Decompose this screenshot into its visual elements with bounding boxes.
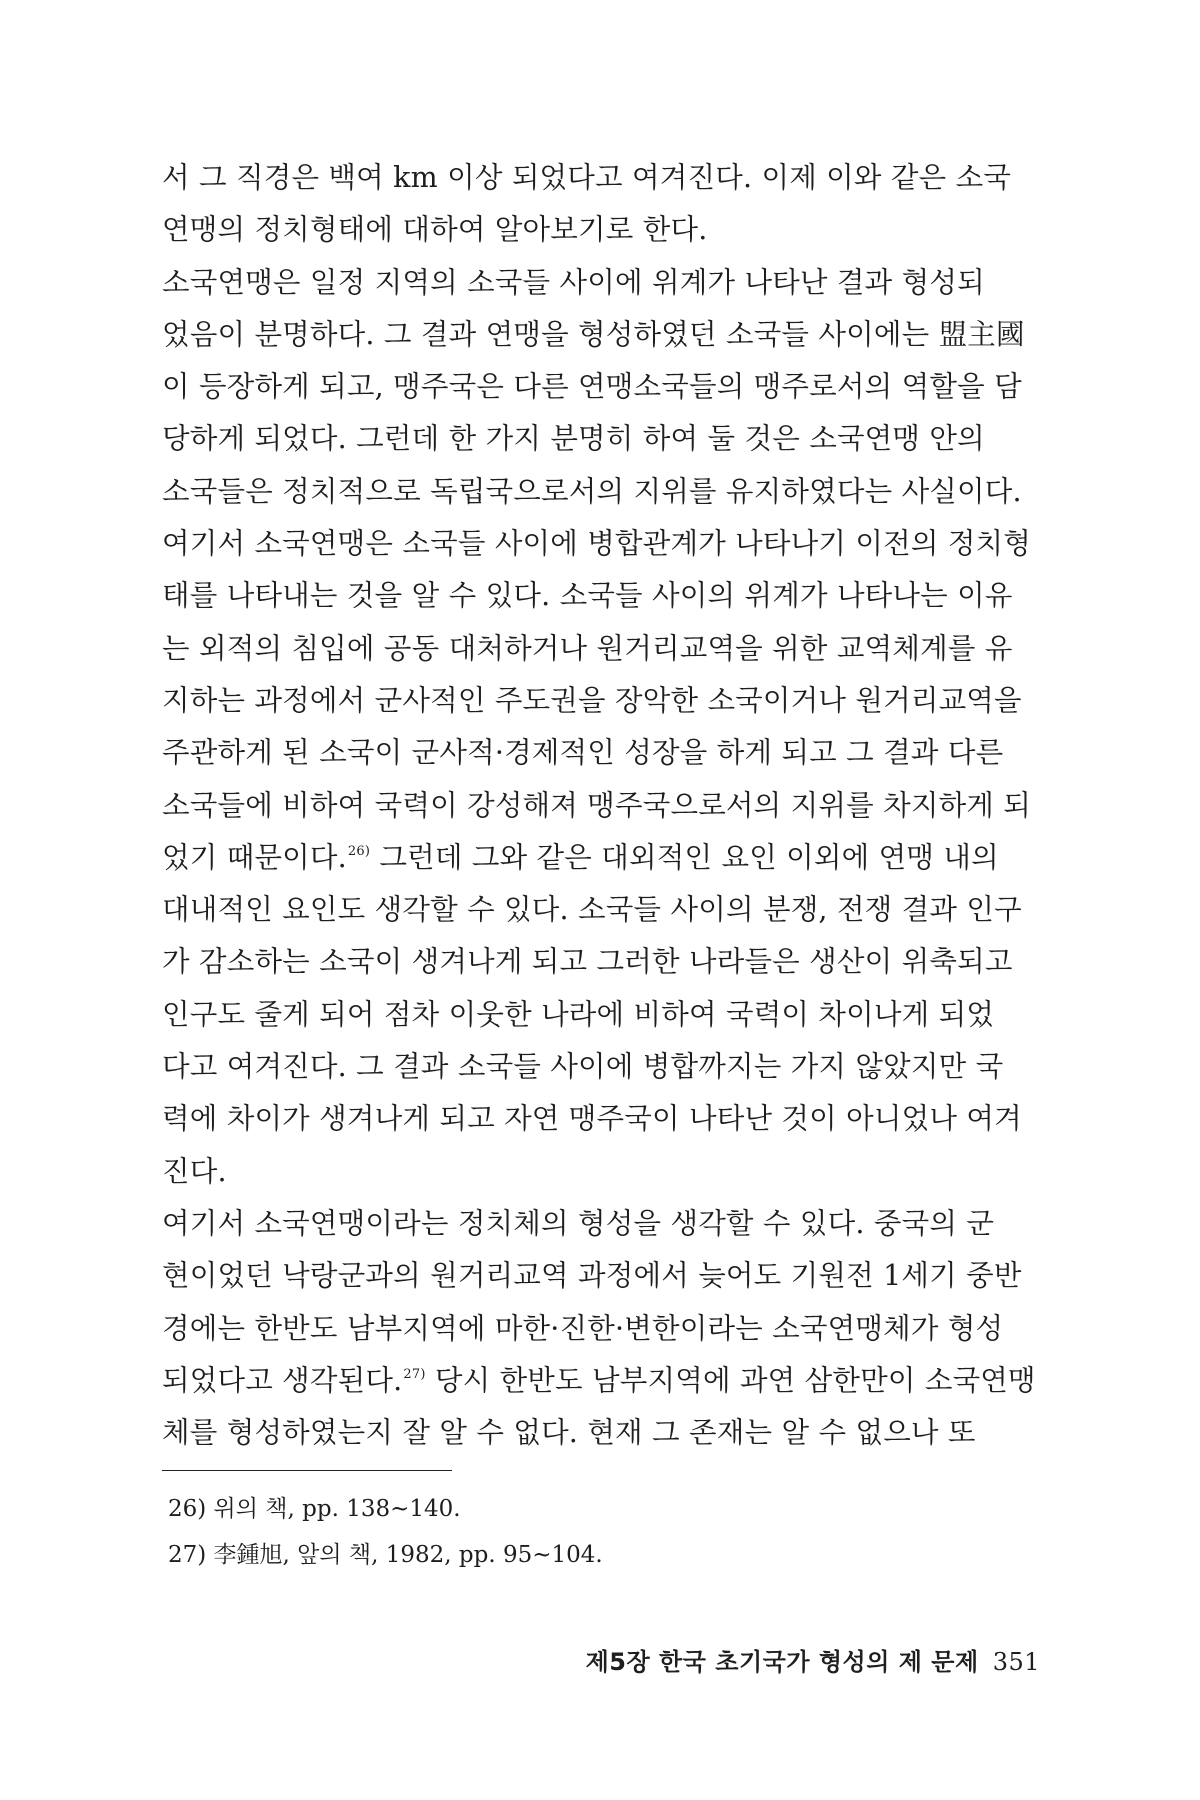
footnote-divider: [162, 1470, 452, 1471]
text-line: 는 외적의 침입에 공동 대처하거나 원거리교역을 위한 교역체계를 유: [162, 631, 1013, 665]
text-line: 경에는 한반도 남부지역에 마한·진한·변한이라는 소국연맹체가 형성: [162, 1311, 1004, 1345]
text-line: 서 그 직경은 백여 km 이상 되었다고 여겨진다. 이제 이와 같은 소국: [162, 161, 1012, 194]
text-line: 이 등장하게 되고, 맹주국은 다른 연맹소국들의 맹주로서의 역할을 담: [162, 370, 1022, 404]
text-line: [162, 832, 1040, 884]
text-line: 여기서 소국연맹이라는 정치체의 형성을 생각할 수 있다. 중국의 군: [162, 1206, 995, 1240]
text-line: 인구도 줄게 되어 점차 이웃한 나라에 비하여 국력이 차이나게 되었: [162, 997, 995, 1031]
footnote-ref-26[interactable]: 26): [347, 843, 371, 859]
text-line: 연맹의 정치형태에 대하여 알아보기로 한다.: [162, 213, 708, 247]
text-line: 다고 여겨진다. 그 결과 소국들 사이에 병합까지는 가지 않았지만 국: [162, 1050, 1004, 1084]
text-line: 소국연맹은 일정 지역의 소국들 사이에 위계가 나타난 결과 형성되: [162, 265, 985, 299]
footnote-27: 27) 李鍾旭, 앞의 책, 1982, pp. 95~104.: [168, 1542, 603, 1568]
text-line: 소국들은 정치적으로 독립국으로서의 지위를 유지하였다는 사실이다.: [162, 474, 1022, 508]
text-line: 력에 차이가 생겨나게 되고 자연 맹주국이 나타난 것이 아니었나 여겨: [162, 1102, 1022, 1136]
footnote-ref-27[interactable]: 27): [403, 1366, 426, 1382]
text-line: 지하는 과정에서 군사적인 주도권을 장악한 소국이거나 원거리교역을: [162, 683, 1022, 717]
footnotes: [168, 1486, 1028, 1578]
body-text: [162, 152, 1040, 1459]
chapter-title: 제5장 한국 초기국가 형성의 제 문제: [585, 1648, 979, 1676]
text-segment: 었기 때문이다.: [162, 840, 347, 874]
running-footer: [586, 1642, 1040, 1677]
page-number: 351: [992, 1648, 1040, 1676]
text-segment: 그런데 그와 같은 대외적인 요인 이외에 연맹 내의: [370, 840, 999, 874]
text-line: 대내적인 요인도 생각할 수 있다. 소국들 사이의 분쟁, 전쟁 결과 인구: [162, 893, 1022, 927]
text-line: 소국들에 비하여 국력이 강성해져 맹주국으로서의 지위를 차지하게 되: [162, 788, 1032, 822]
text-line: 태를 나타내는 것을 알 수 있다. 소국들 사이의 위계가 나타나는 이유: [162, 579, 1013, 613]
text-line: 었음이 분명하다. 그 결과 연맹을 형성하였던 소국들 사이에는 盟主國: [162, 317, 1025, 351]
text-line: 여기서 소국연맹은 소국들 사이에 병합관계가 나타나기 이전의 정치형: [162, 527, 1032, 561]
text-segment: 되었다고 생각된다.: [162, 1363, 403, 1397]
text-line: 주관하게 된 소국이 군사적·경제적인 성장을 하게 되고 그 결과 다른: [162, 736, 1004, 770]
text-line: 가 감소하는 소국이 생겨나게 되고 그러한 나라들은 생산이 위축되고: [162, 945, 1013, 979]
text-line: [162, 1355, 1040, 1407]
text-line: 당하게 되었다. 그런데 한 가지 분명히 하여 둘 것은 소국연맹 안의: [162, 422, 985, 456]
text-line: 현이었던 낙랑군과의 원거리교역 과정에서 늦어도 기원전 1세기 중반: [162, 1259, 1022, 1293]
text-line: 체를 형성하였는지 잘 알 수 없다. 현재 그 존재는 알 수 없으나 또: [162, 1416, 976, 1450]
footnote-26: 26) 위의 책, pp. 138~140.: [168, 1496, 461, 1522]
text-line: 진다.: [162, 1154, 227, 1188]
text-segment: 당시 한반도 남부지역에 과연 삼한만이 소국연맹: [425, 1363, 1036, 1397]
